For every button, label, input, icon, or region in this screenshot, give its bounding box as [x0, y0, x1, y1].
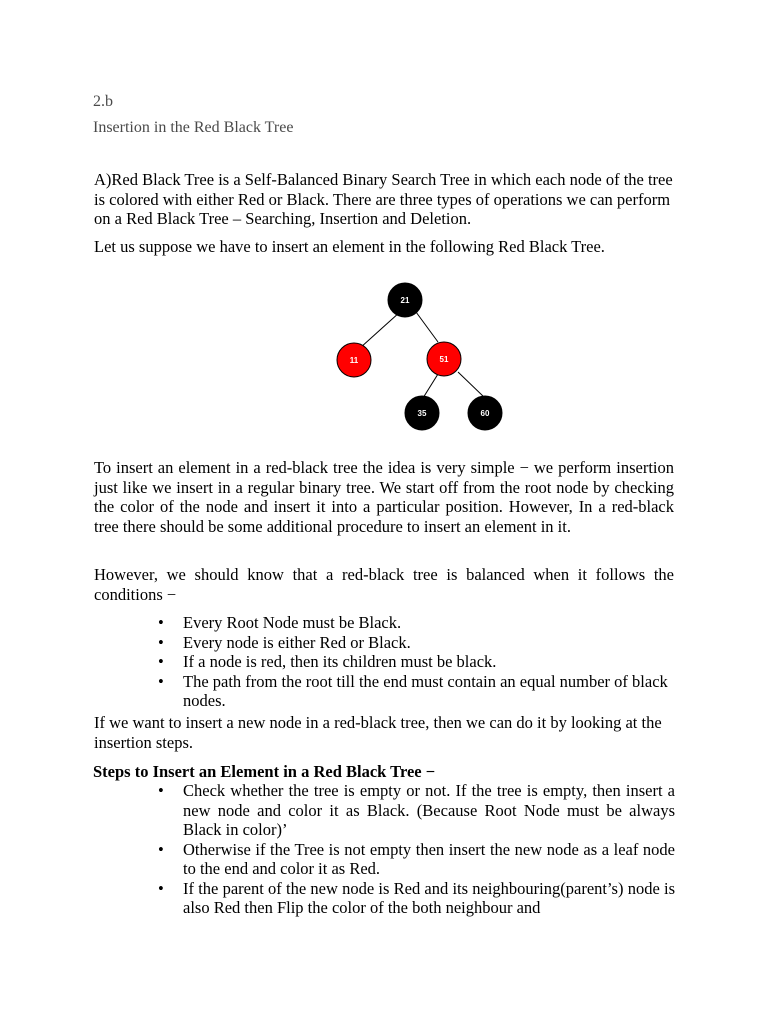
tree-edge — [416, 312, 438, 342]
list-item: • If the parent of the new node is Red and its neighbouring(parent’s) node is also Red then Flip the color of the both neighbour and — [158, 878, 675, 917]
suppose-paragraph: Let us suppose we have to insert an element in the following Red Black Tree. — [94, 237, 605, 256]
svg-text:11: 11 — [349, 356, 359, 365]
bullet-icon: • — [158, 671, 164, 691]
list-item: • Check whether the tree is empty or not. If the tree is empty, then insert a new node and color it as Black. (Because Root Node must be always Black in color)’ — [158, 781, 675, 839]
section-title: Insertion in the Red Black Tree — [93, 119, 294, 136]
bullet-icon: • — [158, 839, 164, 859]
list-item: • Every node is either Red or Black. — [158, 632, 411, 652]
intro-paragraph: A)Red Black Tree is a Self-Balanced Binary Search Tree in which each node of the tree is colored with either Red or Black. There are three types of operations we can perform on a Red Black Tree – Searching, Insertion and Deletion. — [94, 170, 673, 228]
tree-node-60 — [468, 396, 502, 430]
look-paragraph: If we want to insert a new node in a red-black tree, then we can do it by looking at the insertion steps. — [94, 713, 662, 752]
idea-paragraph: To insert an element in a red-black tree the idea is very simple − we perform insertion just like we insert in a regular binary tree. We start off from the root node by checking the color of the node and insert it into a particular position. However, In a red-black tree there should be some additional procedure to insert an element in it. — [94, 458, 674, 536]
svg-text:60: 60 — [480, 409, 490, 418]
tree-edge — [458, 372, 485, 398]
section-number: 2.b — [93, 93, 113, 110]
tree-node-21 — [388, 283, 422, 317]
steps-list — [158, 781, 675, 918]
steps-heading: Steps to Insert an Element in a Red Black Tree − — [93, 762, 436, 781]
bullet-icon: • — [158, 781, 164, 800]
list-item: • Otherwise if the Tree is not empty then insert the new node as a leaf node to the end and color it as Red. — [158, 839, 675, 878]
tree-edge — [360, 312, 400, 348]
bullet-icon: • — [158, 632, 164, 652]
svg-text:51: 51 — [439, 355, 449, 364]
conditions-list — [158, 613, 675, 711]
bullet-icon: • — [158, 878, 164, 898]
bullet-icon: • — [158, 613, 164, 632]
tree-node-51 — [427, 342, 461, 376]
balanced-paragraph: However, we should know that a red-black tree is balanced when it follows the conditions − — [94, 565, 674, 604]
tree-node-11 — [337, 343, 371, 377]
list-item: • The path from the root till the end must contain an equal number of black nodes. — [158, 671, 668, 710]
bullet-icon: • — [158, 652, 164, 671]
tree-edge — [423, 374, 438, 398]
red-black-tree-diagram — [330, 278, 520, 436]
svg-text:35: 35 — [417, 409, 427, 418]
list-item: • Every Root Node must be Black. — [158, 613, 402, 632]
svg-text:21: 21 — [400, 296, 410, 305]
tree-node-35 — [405, 396, 439, 430]
list-item: • If a node is red, then its children must be black. — [158, 652, 497, 671]
